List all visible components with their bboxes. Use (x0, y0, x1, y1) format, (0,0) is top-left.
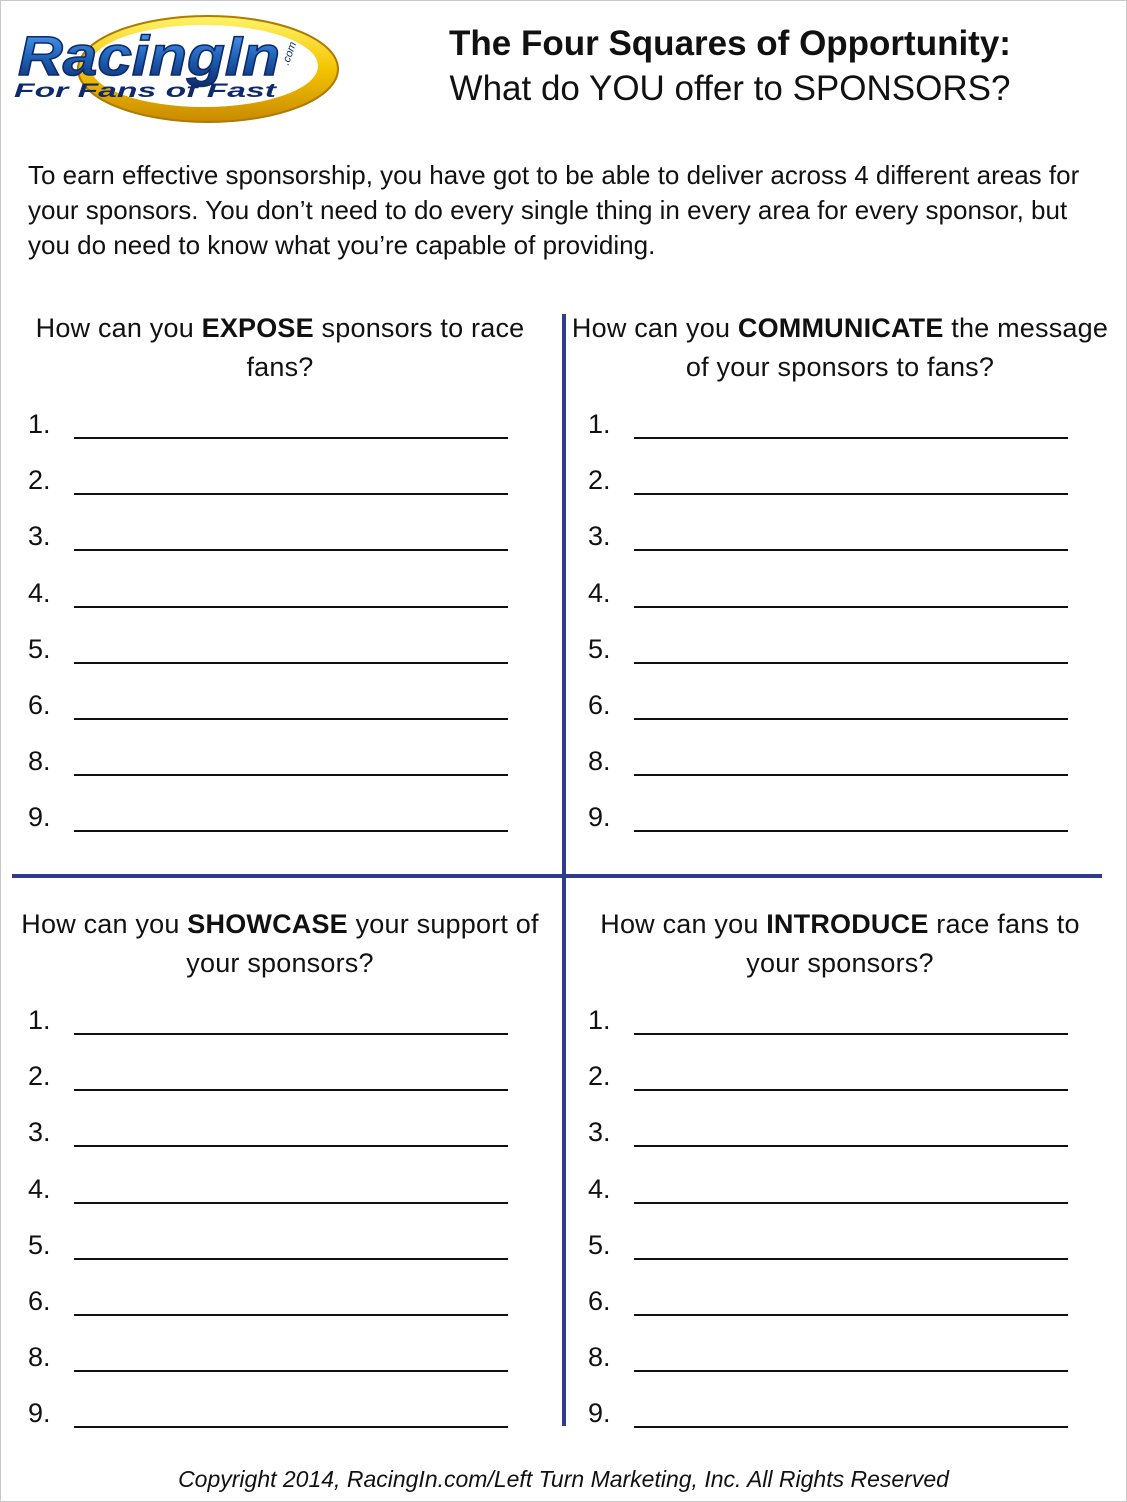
answer-item (10, 517, 550, 573)
answer-item (10, 1338, 550, 1394)
logo-domain-suffix: .com (279, 40, 300, 67)
answer-item (10, 630, 550, 686)
answer-blank-line[interactable] (634, 1033, 1068, 1035)
answer-item (570, 574, 1110, 630)
answer-blank-line[interactable] (74, 437, 508, 439)
item-number: 4. (28, 1173, 51, 1204)
answer-blank-line[interactable] (74, 1258, 508, 1260)
answer-blank-line[interactable] (74, 1314, 508, 1316)
answer-item (10, 1170, 550, 1226)
quadrant-heading (10, 309, 550, 387)
item-number: 3. (28, 521, 51, 552)
heading-prefix: How can you (21, 909, 188, 939)
page-title: The Four Squares of Opportunity: (449, 24, 1011, 63)
answer-item (10, 405, 550, 461)
intro-paragraph: To earn effective sponsorship, you have got to be able to deliver across 4 different areas for your sponsors. You don’t need to do every single thing in every area for every sponsor, but you do need to know what you’re capable of providing. (28, 160, 1080, 260)
answer-blank-line[interactable] (74, 1370, 508, 1372)
vertical-divider (562, 314, 566, 1426)
heading-suffix: the message of your sponsors to fans? (685, 313, 1109, 382)
item-number: 9. (28, 802, 51, 833)
item-number: 8. (588, 746, 611, 777)
answer-item (570, 1338, 1110, 1394)
heading-prefix: How can you (35, 313, 202, 343)
answer-blank-line[interactable] (634, 774, 1068, 776)
answer-item (570, 686, 1110, 742)
logo-tagline: For Fans of Fast (14, 81, 278, 102)
item-number: 9. (28, 1398, 51, 1429)
item-number: 1. (588, 1005, 611, 1035)
quadrant-heading (570, 905, 1110, 983)
answer-blank-line[interactable] (634, 1314, 1068, 1316)
answer-blank-line[interactable] (74, 493, 508, 495)
item-number: 3. (28, 1117, 51, 1148)
answer-item (570, 1057, 1110, 1113)
answer-item (10, 461, 550, 517)
answer-item (570, 461, 1110, 517)
item-number: 4. (28, 577, 51, 608)
heading-suffix: race fans to your sponsors? (746, 909, 1080, 978)
answer-list (570, 1001, 1110, 1451)
answer-blank-line[interactable] (634, 1426, 1068, 1428)
item-number: 4. (588, 577, 611, 608)
quadrant-communicate (570, 309, 1110, 855)
answer-blank-line[interactable] (74, 1145, 508, 1147)
item-number: 5. (588, 633, 611, 664)
answer-item (10, 1001, 550, 1057)
item-number: 2. (28, 465, 51, 496)
answer-blank-line[interactable] (74, 1033, 508, 1035)
answer-item (10, 798, 550, 854)
answer-blank-line[interactable] (634, 437, 1068, 439)
answer-blank-line[interactable] (634, 830, 1068, 832)
answer-blank-line[interactable] (634, 1145, 1068, 1147)
answer-item (10, 574, 550, 630)
item-number: 6. (588, 1285, 611, 1316)
heading-keyword: COMMUNICATE (737, 313, 944, 343)
answer-blank-line[interactable] (74, 549, 508, 551)
answer-item (570, 1113, 1110, 1169)
answer-item (570, 517, 1110, 573)
item-number: 5. (28, 633, 51, 664)
answer-item (570, 1001, 1110, 1057)
answer-blank-line[interactable] (634, 662, 1068, 664)
racingin-logo (8, 10, 343, 128)
item-number: 3. (588, 521, 611, 552)
item-number: 6. (28, 1285, 51, 1316)
answer-blank-line[interactable] (74, 774, 508, 776)
answer-item (10, 1226, 550, 1282)
answer-item (570, 1170, 1110, 1226)
item-number: 1. (28, 409, 51, 439)
title-block (360, 22, 1100, 112)
answer-blank-line[interactable] (634, 1089, 1068, 1091)
heading-prefix: How can you (600, 909, 767, 939)
heading-prefix: How can you (571, 313, 738, 343)
heading-keyword: EXPOSE (201, 313, 314, 343)
answer-blank-line[interactable] (74, 718, 508, 720)
copyright-footer: Copyright 2014, RacingIn.com/Left Turn Marketing, Inc. All Rights Reserved (178, 1466, 949, 1492)
answer-blank-line[interactable] (74, 1426, 508, 1428)
answer-blank-line[interactable] (74, 1202, 508, 1204)
answer-blank-line[interactable] (634, 1258, 1068, 1260)
quadrant-heading (570, 309, 1110, 387)
item-number: 9. (588, 802, 611, 833)
heading-keyword: SHOWCASE (187, 909, 348, 939)
answer-item (570, 405, 1110, 461)
quadrant-showcase (10, 905, 550, 1451)
answer-blank-line[interactable] (634, 718, 1068, 720)
item-number: 2. (588, 465, 611, 496)
answer-blank-line[interactable] (74, 606, 508, 608)
answer-item (570, 1394, 1110, 1450)
item-number: 4. (588, 1173, 611, 1204)
item-number: 1. (28, 1005, 51, 1035)
answer-blank-line[interactable] (74, 1089, 508, 1091)
heading-suffix: your support of your sponsors? (186, 909, 539, 978)
item-number: 2. (28, 1061, 51, 1092)
answer-list (10, 405, 550, 855)
answer-item (10, 1057, 550, 1113)
heading-keyword: INTRODUCE (766, 909, 929, 939)
answer-item (10, 742, 550, 798)
answer-blank-line[interactable] (634, 606, 1068, 608)
answer-blank-line[interactable] (634, 1370, 1068, 1372)
answer-item (570, 798, 1110, 854)
horizontal-divider (12, 874, 1102, 878)
item-number: 5. (588, 1229, 611, 1260)
answer-list (570, 405, 1110, 855)
item-number: 9. (588, 1398, 611, 1429)
quadrant-expose (10, 309, 550, 855)
answer-list (10, 1001, 550, 1451)
item-number: 8. (588, 1342, 611, 1373)
page-subtitle: What do YOU offer to SPONSORS? (449, 69, 1011, 108)
answer-blank-line[interactable] (74, 830, 508, 832)
answer-item (10, 1282, 550, 1338)
answer-item (570, 1282, 1110, 1338)
quadrant-introduce (570, 905, 1110, 1451)
item-number: 5. (28, 1229, 51, 1260)
answer-item (10, 1394, 550, 1450)
answer-item (10, 686, 550, 742)
answer-blank-line[interactable] (634, 1202, 1068, 1204)
answer-blank-line[interactable] (634, 549, 1068, 551)
logo-brand: RacingIn (18, 24, 280, 87)
item-number: 8. (28, 746, 51, 777)
quadrant-heading (10, 905, 550, 983)
answer-blank-line[interactable] (74, 662, 508, 664)
item-number: 3. (588, 1117, 611, 1148)
answer-item (10, 1113, 550, 1169)
item-number: 6. (588, 689, 611, 720)
answer-blank-line[interactable] (634, 493, 1068, 495)
item-number: 2. (588, 1061, 611, 1092)
answer-item (570, 1226, 1110, 1282)
item-number: 1. (588, 409, 611, 439)
heading-suffix: sponsors to race fans? (246, 313, 525, 382)
item-number: 6. (28, 689, 51, 720)
answer-item (570, 742, 1110, 798)
item-number: 8. (28, 1342, 51, 1373)
answer-item (570, 630, 1110, 686)
